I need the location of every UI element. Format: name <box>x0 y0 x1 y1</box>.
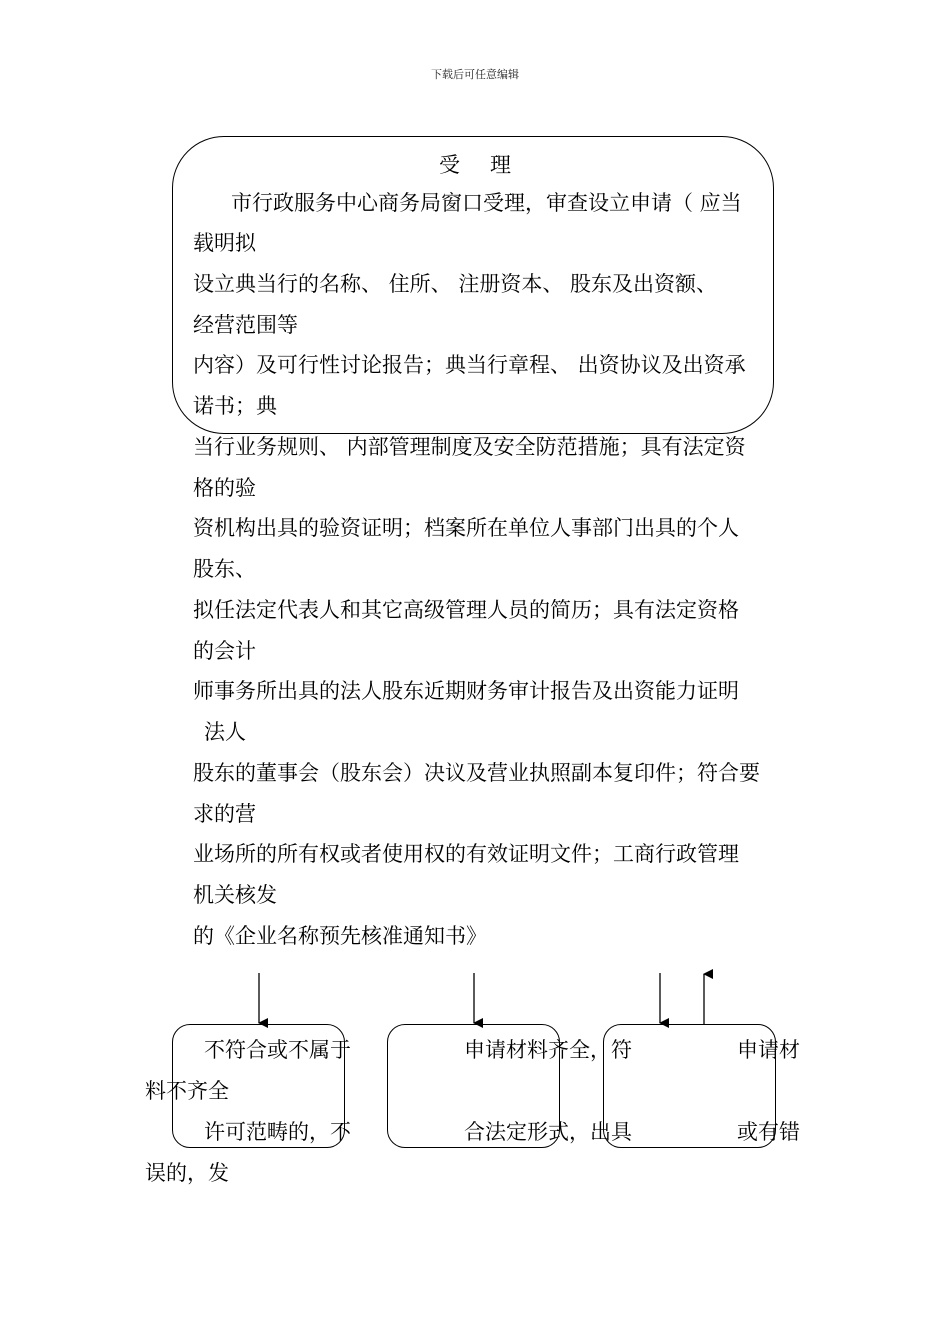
accept-line: 诺书；典 <box>193 394 277 418</box>
incomplete-line-1: 申请材 <box>737 1038 800 1062</box>
accept-line: 内容）及可行性讨论报告；典当行章程、 出资协议及出资承 <box>193 353 746 377</box>
accept-line: 载明拟 <box>193 231 256 255</box>
approve-line-1: 申请材料齐全，符 <box>464 1038 632 1062</box>
accept-line: 机关核发 <box>193 883 277 907</box>
reject-line-2: 许可范畴的，不 <box>204 1120 351 1144</box>
accept-title: 受理 <box>439 153 541 177</box>
accept-line: 的《企业名称预先核准通知书》 <box>193 924 487 948</box>
accept-line: 拟任法定代表人和其它高级管理人员的简历；具有法定资格 <box>193 598 739 622</box>
incomplete-overflow-1: 料不齐全 <box>145 1079 229 1103</box>
page-header: 下载后可任意编辑 <box>431 68 519 81</box>
accept-line: 法人 <box>204 720 246 744</box>
accept-line: 格的验 <box>193 476 256 500</box>
accept-line: 市行政服务中心商务局窗口受理，审查设立申请（ 应当 <box>231 191 742 215</box>
accept-line: 业场所的所有权或者使用权的有效证明文件；工商行政管理 <box>193 842 739 866</box>
accept-line: 股东、 <box>193 557 256 581</box>
incomplete-line-2: 或有错 <box>737 1120 800 1144</box>
accept-line: 当行业务规则、 内部管理制度及安全防范措施；具有法定资 <box>193 435 746 459</box>
approve-line-2: 合法定形式，出具 <box>464 1120 632 1144</box>
accept-line: 经营范围等 <box>193 313 298 337</box>
accept-line: 资机构出具的验资证明；档案所在单位人事部门出具的个人 <box>193 516 739 540</box>
accept-line: 师事务所出具的法人股东近期财务审计报告及出资能力证明 <box>193 679 739 703</box>
accept-line: 设立典当行的名称、 住所、 注册资本、 股东及出资额、 <box>193 272 718 296</box>
incomplete-overflow-2: 误的，发 <box>145 1161 229 1185</box>
reject-line-1: 不符合或不属于 <box>204 1038 351 1062</box>
accept-line: 求的营 <box>193 802 256 826</box>
accept-line: 股东的董事会（股东会）决议及营业执照副本复印件；符合要 <box>193 761 760 785</box>
accept-line: 的会计 <box>193 639 256 663</box>
